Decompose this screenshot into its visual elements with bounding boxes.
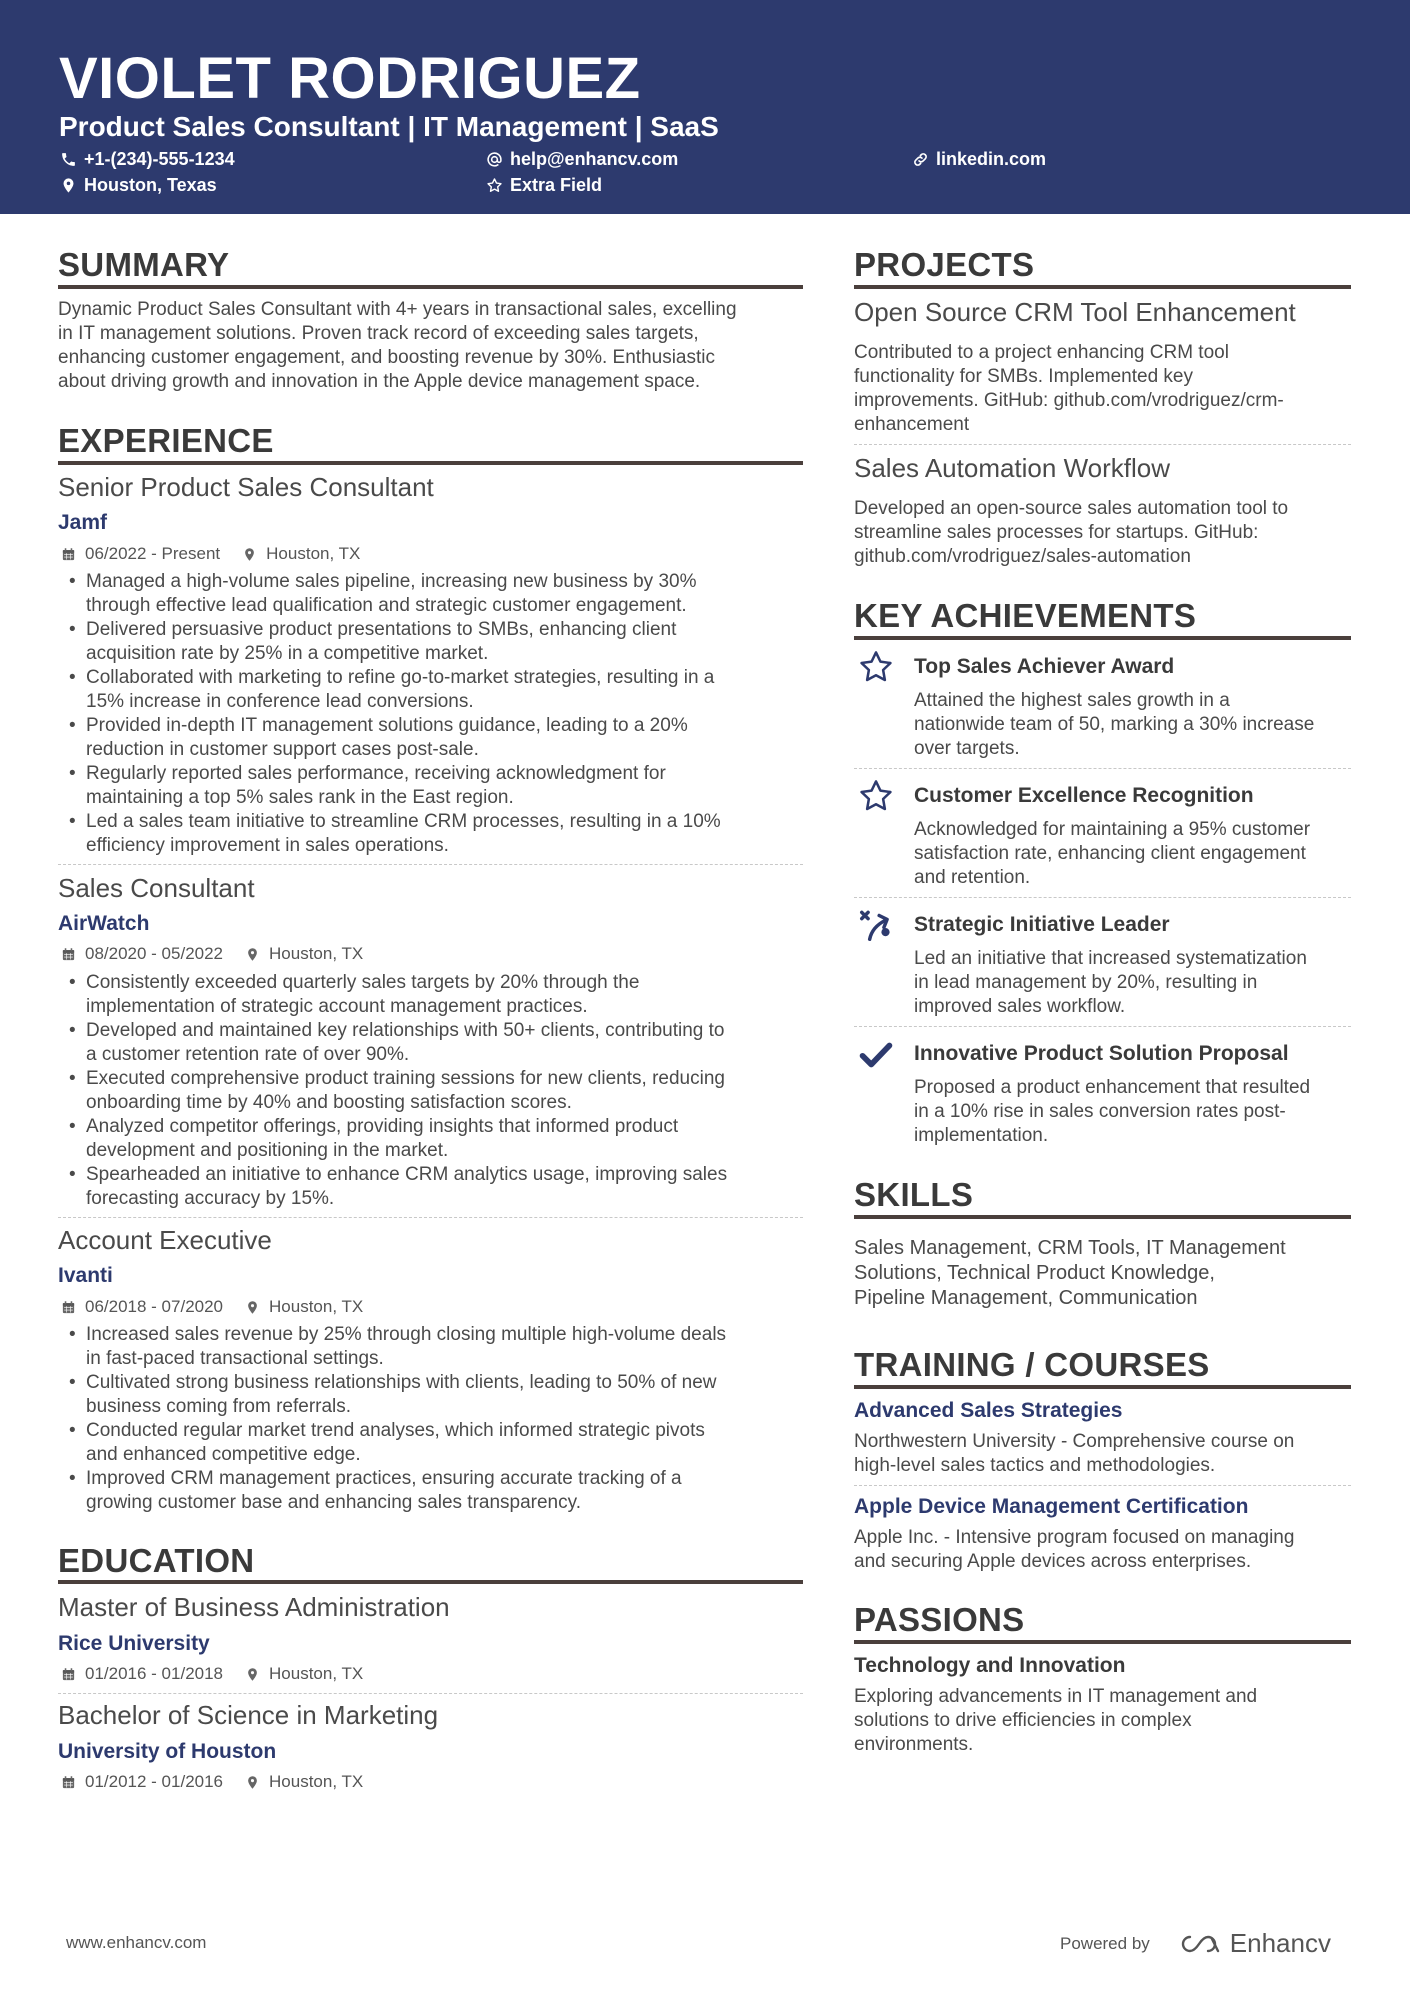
passion-description: Exploring advancements in IT management and solutions to drive efficiencies in complex environments.	[854, 1686, 1258, 1755]
summary-line: in IT management solutions. Proven track record of exceeding sales targets,	[58, 323, 699, 344]
location-text: Houston, Texas	[84, 175, 217, 195]
experience-heading: EXPERIENCE	[58, 422, 274, 459]
degree-title: Bachelor of Science in Marketing	[58, 1700, 439, 1730]
experience-rule	[58, 461, 803, 465]
divider	[854, 1485, 1351, 1486]
passions-heading: PASSIONS	[854, 1601, 1025, 1638]
bullet-item: • Spearheaded an initiative to enhance CRM analytics usage, improving sales forecasting accuracy by 15%.	[59, 1163, 819, 1211]
enhancv-logo[interactable]	[1176, 1928, 1331, 1959]
calendar-icon	[61, 1300, 76, 1315]
candidate-title: Product Sales Consultant | IT Management | SaaS	[59, 111, 719, 142]
bullet-item: • Led a sales team initiative to streamline CRM processes, resulting in a 10% efficiency improvement in sales operations.	[59, 810, 819, 858]
course-description: Apple Inc. - Intensive program focused on managing and securing Apple devices across enterprises.	[854, 1527, 1295, 1572]
link-icon	[912, 151, 929, 168]
achievement-description: Acknowledged for maintaining a 95% customer satisfaction rate, enhancing client engagement and retention.	[914, 819, 1311, 888]
summary-text	[58, 298, 737, 394]
star-icon	[857, 777, 895, 815]
location-pin-icon	[245, 1300, 260, 1315]
location-pin-icon	[245, 947, 260, 962]
project-description: Contributed to a project enhancing CRM tool functionality for SMBs. Implemented key improvements. GitHub: github.com/vrodriguez/crm- enhancement	[854, 342, 1284, 435]
passions-rule	[854, 1640, 1351, 1644]
job-dates: 06/2022 - Present	[85, 544, 221, 563]
calendar-icon	[61, 947, 76, 962]
resume-header	[0, 0, 1410, 214]
company-name: Ivanti	[58, 1264, 113, 1287]
divider	[854, 768, 1351, 769]
job-title: Sales Consultant	[58, 873, 255, 903]
contact-phone[interactable]	[60, 148, 235, 170]
star-icon	[486, 177, 503, 194]
location-pin-icon	[245, 1667, 260, 1682]
extra-field-text: Extra Field	[510, 175, 603, 195]
company-name: AirWatch	[58, 912, 150, 935]
contact-location	[60, 174, 217, 196]
education-meta	[61, 1663, 363, 1685]
project-title: Sales Automation Workflow	[854, 453, 1170, 483]
footer-website[interactable]: www.enhancv.com	[66, 1933, 207, 1952]
divider	[58, 1217, 803, 1218]
school-name: Rice University	[58, 1632, 210, 1655]
job-bullets	[59, 971, 819, 1211]
contact-email[interactable]	[486, 148, 678, 170]
job-meta	[61, 1296, 363, 1318]
enhancv-logo-icon	[1176, 1932, 1222, 1956]
skills-list: Sales Management, CRM Tools, IT Management Solutions, Technical Product Knowledge, Pipeline Management, Communication	[854, 1237, 1286, 1309]
education-dates: 01/2012 - 01/2016	[85, 1772, 224, 1791]
job-dates: 06/2018 - 07/2020	[85, 1297, 224, 1316]
training-rule	[854, 1385, 1351, 1389]
course-description: Northwestern University - Comprehensive course on high-level sales tactics and methodologies.	[854, 1431, 1295, 1476]
summary-line: about driving growth and innovation in the Apple device management space.	[58, 371, 701, 392]
summary-rule	[58, 285, 803, 289]
job-location: Houston, TX	[269, 1297, 364, 1316]
calendar-icon	[61, 547, 76, 562]
calendar-icon	[61, 1775, 76, 1790]
bullet-item: • Developed and maintained key relationships with 50+ clients, contributing to a customer retention rate of over 90%.	[59, 1019, 819, 1067]
strategy-icon	[857, 906, 895, 944]
education-rule	[58, 1580, 803, 1584]
achievement-description: Proposed a product enhancement that resulted in a 10% rise in sales conversion rates post- implementation.	[914, 1077, 1311, 1146]
projects-rule	[854, 285, 1351, 289]
summary-line: Dynamic Product Sales Consultant with 4+ years in transactional sales, excelling	[58, 299, 737, 320]
divider	[854, 1026, 1351, 1027]
divider	[854, 444, 1351, 445]
job-meta	[61, 943, 363, 965]
company-name: Jamf	[58, 511, 108, 534]
education-dates: 01/2016 - 01/2018	[85, 1664, 224, 1683]
at-icon	[486, 151, 503, 168]
course-title: Advanced Sales Strategies	[854, 1399, 1123, 1422]
bullet-item: • Regularly reported sales performance, receiving acknowledgment for maintaining a top 5% sales rank in the East region.	[59, 762, 819, 810]
job-location: Houston, TX	[266, 544, 361, 563]
location-pin-icon	[245, 1775, 260, 1790]
skills-heading: SKILLS	[854, 1176, 974, 1213]
candidate-name: VIOLET RODRIGUEZ	[59, 46, 641, 111]
location-pin-icon	[242, 547, 257, 562]
projects-heading: PROJECTS	[854, 246, 1035, 283]
footer-branding	[1060, 1928, 1331, 1959]
skills-rule	[854, 1215, 1351, 1219]
course-title: Apple Device Management Certification	[854, 1495, 1249, 1518]
education-heading: EDUCATION	[58, 1542, 255, 1579]
bullet-item: • Conducted regular market trend analyses, which informed strategic pivots and enhanced competitive edge.	[59, 1419, 819, 1467]
bullet-item: • Managed a high-volume sales pipeline, increasing new business by 30% through effective lead qualification and strategic customer engagement.	[59, 570, 819, 618]
checkmark-icon	[857, 1036, 895, 1074]
training-heading: TRAINING / COURSES	[854, 1346, 1210, 1383]
enhancv-brand-text: Enhancv	[1229, 1928, 1331, 1958]
summary-heading: SUMMARY	[58, 246, 230, 283]
divider	[854, 897, 1351, 898]
summary-line: enhancing customer engagement, and boosting revenue by 30%. Enthusiastic	[58, 347, 715, 368]
achievements-heading: KEY ACHIEVEMENTS	[854, 597, 1197, 634]
achievement-title: Top Sales Achiever Award	[914, 655, 1175, 678]
divider	[58, 864, 803, 865]
email-text: help@enhancv.com	[510, 149, 679, 169]
project-description: Developed an open-source sales automation tool to streamline sales processes for startups. GitHub: github.com/vrodriguez/sales-automation	[854, 498, 1289, 567]
education-meta	[61, 1771, 363, 1793]
achievements-rule	[854, 636, 1351, 640]
achievement-description: Attained the highest sales growth in a nationwide team of 50, marking a 30% increase over targets.	[914, 690, 1315, 759]
passion-title: Technology and Innovation	[854, 1654, 1126, 1677]
contact-linkedin[interactable]	[912, 148, 1046, 170]
calendar-icon	[61, 1667, 76, 1682]
job-bullets	[59, 570, 819, 858]
bullet-item: • Improved CRM management practices, ensuring accurate tracking of a growing customer base and enhancing sales transparency.	[59, 1467, 819, 1515]
achievement-title: Customer Excellence Recognition	[914, 784, 1254, 807]
degree-title: Master of Business Administration	[58, 1592, 450, 1622]
divider	[58, 1693, 803, 1694]
bullet-item: • Collaborated with marketing to refine go-to-market strategies, resulting in a 15% increase in conference lead conversions.	[59, 666, 819, 714]
bullet-item: • Provided in-depth IT management solutions guidance, leading to a 20% reduction in customer support cases post-sale.	[59, 714, 819, 762]
education-location: Houston, TX	[269, 1664, 364, 1683]
bullet-item: • Analyzed competitor offerings, providing insights that informed product development and positioning in the market.	[59, 1115, 819, 1163]
job-dates: 08/2020 - 05/2022	[85, 944, 224, 963]
bullet-item: • Executed comprehensive product training sessions for new clients, reducing onboarding time by 40% and boosting satisfaction scores.	[59, 1067, 819, 1115]
job-meta	[61, 543, 360, 565]
education-location: Houston, TX	[269, 1772, 364, 1791]
school-name: University of Houston	[58, 1740, 277, 1763]
phone-text: +1-(234)-555-1234	[84, 149, 235, 169]
achievement-title: Innovative Product Solution Proposal	[914, 1042, 1289, 1065]
bullet-item: • Increased sales revenue by 25% through closing multiple high-volume deals in fast-paced transactional settings.	[59, 1323, 819, 1371]
powered-by-label: Powered by	[1060, 1933, 1150, 1953]
linkedin-text: linkedin.com	[936, 149, 1047, 169]
project-title: Open Source CRM Tool Enhancement	[854, 297, 1296, 327]
bullet-item: • Cultivated strong business relationships with clients, leading to 50% of new business coming from referrals.	[59, 1371, 819, 1419]
job-title: Account Executive	[58, 1225, 272, 1255]
achievement-description: Led an initiative that increased systematization in lead management by 20%, resulting in improved sales workflow.	[914, 948, 1307, 1017]
star-icon	[857, 648, 895, 686]
contact-extra	[486, 174, 602, 196]
achievement-title: Strategic Initiative Leader	[914, 913, 1170, 936]
bullet-item: • Consistently exceeded quarterly sales targets by 20% through the implementation of strategic account management practices.	[59, 971, 819, 1019]
phone-icon	[60, 151, 77, 168]
job-location: Houston, TX	[269, 944, 364, 963]
job-bullets	[59, 1323, 819, 1515]
location-pin-icon	[60, 177, 77, 194]
bullet-item: • Delivered persuasive product presentations to SMBs, enhancing client acquisition rate by 25% in a competitive market.	[59, 618, 819, 666]
job-title: Senior Product Sales Consultant	[58, 472, 434, 502]
